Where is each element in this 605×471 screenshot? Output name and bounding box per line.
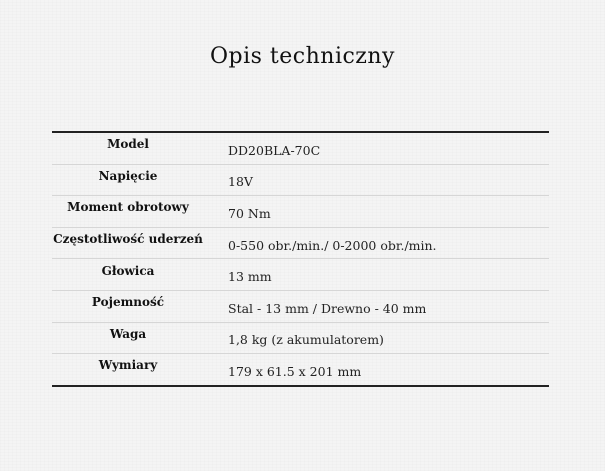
spec-row-impact-rate: [52, 228, 549, 260]
spec-value: Stal - 13 mm / Drewno - 40 mm: [228, 300, 427, 316]
spec-label: Napięcie: [98, 168, 158, 183]
spec-label: Wymiary: [98, 358, 158, 373]
spec-label: Waga: [109, 326, 147, 341]
spec-label: Częstotliwość uderzeń: [53, 232, 203, 247]
spec-value: 13 mm: [228, 269, 272, 285]
spec-label: Moment obrotowy: [67, 200, 189, 215]
spec-label: Głowica: [101, 263, 155, 278]
spec-label: Pojemność: [91, 295, 165, 310]
spec-value: 70 Nm: [228, 205, 271, 221]
spec-table: [52, 131, 549, 387]
spec-row-model: [52, 133, 549, 165]
spec-value: 1,8 kg (z akumulatorem): [228, 332, 384, 348]
spec-value: 0-550 obr./min./ 0-2000 obr./min.: [228, 237, 437, 253]
spec-value: 179 x 61.5 x 201 mm: [228, 363, 362, 379]
page-title: Opis techniczny: [209, 44, 395, 69]
spec-row-dimensions: [52, 354, 549, 385]
spec-value: DD20BLA-70C: [228, 142, 321, 158]
spec-label: Model: [107, 137, 149, 152]
spec-row-chuck: [52, 259, 549, 291]
spec-row-voltage: [52, 165, 549, 197]
spec-row-torque: [52, 196, 549, 228]
spec-value: 18V: [228, 174, 253, 190]
spec-row-weight: [52, 323, 549, 355]
spec-row-capacity: [52, 291, 549, 323]
